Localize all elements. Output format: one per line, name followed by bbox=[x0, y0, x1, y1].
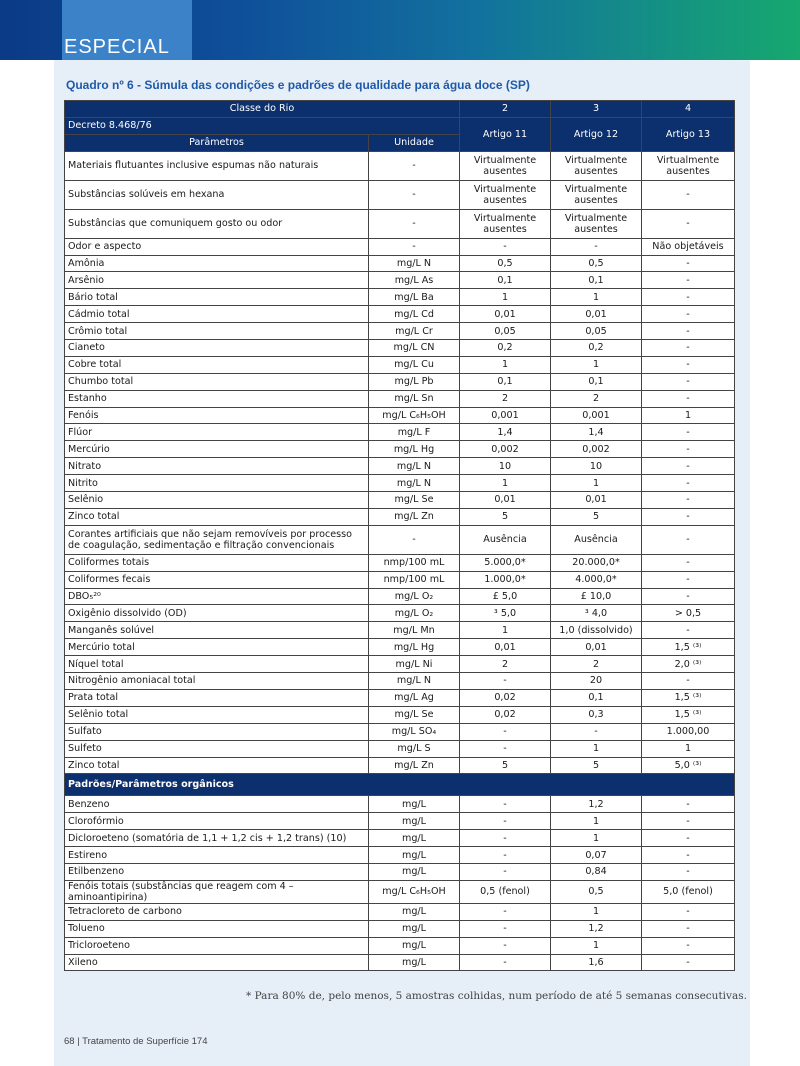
parameter-cell: Bário total bbox=[65, 289, 369, 306]
table-row bbox=[65, 903, 735, 920]
table-row bbox=[65, 458, 735, 475]
class-3-cell: 20.000,0* bbox=[551, 554, 642, 571]
unit-cell: mg/L Hg bbox=[369, 441, 460, 458]
class-2-cell: 10 bbox=[460, 458, 551, 475]
unit-cell: mg/L bbox=[369, 863, 460, 880]
unit-cell: - bbox=[369, 238, 460, 255]
parameter-cell: Nitrito bbox=[65, 475, 369, 492]
class-4-cell: - bbox=[642, 903, 735, 920]
class-3-cell: 1 bbox=[551, 813, 642, 830]
class-2-cell: - bbox=[460, 954, 551, 971]
parameter-cell: Oxigênio dissolvido (OD) bbox=[65, 605, 369, 622]
parameter-cell: Manganês solúvel bbox=[65, 622, 369, 639]
class-3-cell: 2 bbox=[551, 656, 642, 673]
unit-cell: nmp/100 mL bbox=[369, 571, 460, 588]
header-row-classe bbox=[65, 101, 735, 118]
class-4-cell: - bbox=[642, 475, 735, 492]
class-3-cell: 1,0 (dissolvido) bbox=[551, 622, 642, 639]
unit-cell: mg/L bbox=[369, 813, 460, 830]
unit-cell: mg/L Se bbox=[369, 492, 460, 509]
class-2-cell: 0,05 bbox=[460, 323, 551, 340]
class-4-cell: 1.000,00 bbox=[642, 723, 735, 740]
table-row bbox=[65, 475, 735, 492]
class-3-cell: 1 bbox=[551, 475, 642, 492]
parameter-cell: Crômio total bbox=[65, 323, 369, 340]
unit-cell: mg/L Ag bbox=[369, 689, 460, 706]
unit-cell: mg/L Ni bbox=[369, 656, 460, 673]
table-row bbox=[65, 830, 735, 847]
parameter-cell: Clorofórmio bbox=[65, 813, 369, 830]
table-row bbox=[65, 289, 735, 306]
parameter-cell: Tricloroeteno bbox=[65, 937, 369, 954]
unit-cell: mg/L bbox=[369, 954, 460, 971]
parameter-cell: Nitrogênio amoniacal total bbox=[65, 673, 369, 690]
class-3-cell: 10 bbox=[551, 458, 642, 475]
class-4-cell: - bbox=[642, 373, 735, 390]
unit-cell: mg/L Cr bbox=[369, 323, 460, 340]
class-2-cell: 0,01 bbox=[460, 492, 551, 509]
class-2-cell: 1 bbox=[460, 289, 551, 306]
class-3-cell: 0,5 bbox=[551, 255, 642, 272]
class-3-cell: Ausência bbox=[551, 525, 642, 554]
class-4-cell: - bbox=[642, 272, 735, 289]
parameter-cell: Odor e aspecto bbox=[65, 238, 369, 255]
unit-cell: - bbox=[369, 209, 460, 238]
class-4-cell: - bbox=[642, 920, 735, 937]
table-row bbox=[65, 723, 735, 740]
class-3-cell: 1 bbox=[551, 740, 642, 757]
parameter-cell: Selênio total bbox=[65, 706, 369, 723]
class-2-cell: - bbox=[460, 830, 551, 847]
parameter-cell: Coliformes totais bbox=[65, 554, 369, 571]
class-4-cell: - bbox=[642, 796, 735, 813]
class-3-cell: 1,2 bbox=[551, 796, 642, 813]
class-3-cell: Virtualmente ausentes bbox=[551, 151, 642, 180]
class-2-cell: 0,2 bbox=[460, 340, 551, 357]
left-margin bbox=[0, 60, 54, 1066]
parametros-header: Parâmetros bbox=[65, 134, 369, 151]
table-row bbox=[65, 424, 735, 441]
organic-section-label: Padrões/Parâmetros orgânicos bbox=[65, 774, 735, 796]
unit-cell: mg/L Zn bbox=[369, 757, 460, 774]
class-2-cell: 2 bbox=[460, 656, 551, 673]
parameter-cell: Substâncias que comuniquem gosto ou odor bbox=[65, 209, 369, 238]
table-row bbox=[65, 796, 735, 813]
class-4-cell: - bbox=[642, 673, 735, 690]
class-2-cell: ³ 5,0 bbox=[460, 605, 551, 622]
class-3-cell: Virtualmente ausentes bbox=[551, 180, 642, 209]
class-2-cell: Ausência bbox=[460, 525, 551, 554]
unit-cell: mg/L Zn bbox=[369, 508, 460, 525]
class-2-cell: 0,1 bbox=[460, 373, 551, 390]
parameter-cell: Coliformes fecais bbox=[65, 571, 369, 588]
table-row bbox=[65, 441, 735, 458]
class-4-cell: - bbox=[642, 441, 735, 458]
table-row bbox=[65, 656, 735, 673]
class-4-cell: - bbox=[642, 937, 735, 954]
unit-cell: mg/L bbox=[369, 920, 460, 937]
class-2-cell: 1 bbox=[460, 475, 551, 492]
parameter-cell: Substâncias solúveis em hexana bbox=[65, 180, 369, 209]
table-row bbox=[65, 272, 735, 289]
class-3-cell: 1,2 bbox=[551, 920, 642, 937]
unit-cell: - bbox=[369, 180, 460, 209]
parameter-cell: Materiais flutuantes inclusive espumas não naturais bbox=[65, 151, 369, 180]
unidade-header: Unidade bbox=[369, 134, 460, 151]
parameter-cell: Nitrato bbox=[65, 458, 369, 475]
class-3-cell: 0,84 bbox=[551, 863, 642, 880]
unit-cell: mg/L Se bbox=[369, 706, 460, 723]
table-row bbox=[65, 151, 735, 180]
table-row bbox=[65, 306, 735, 323]
class-3-cell: 0,002 bbox=[551, 441, 642, 458]
unit-cell: mg/L F bbox=[369, 424, 460, 441]
class-4-cell: - bbox=[642, 424, 735, 441]
class-2-cell: - bbox=[460, 740, 551, 757]
class-3-cell: 0,07 bbox=[551, 847, 642, 864]
main-table-body bbox=[65, 151, 735, 774]
class-2-cell: 1 bbox=[460, 622, 551, 639]
parameter-cell: Selênio bbox=[65, 492, 369, 509]
parameter-cell: Benzeno bbox=[65, 796, 369, 813]
class-3-cell: 20 bbox=[551, 673, 642, 690]
class-4-header: 4 bbox=[642, 101, 735, 118]
parameter-cell: Cobre total bbox=[65, 356, 369, 373]
class-2-cell: 1 bbox=[460, 356, 551, 373]
parameter-cell: Fenóis totais (substâncias que reagem com 4 – aminoantipirina) bbox=[65, 880, 369, 903]
class-4-cell: - bbox=[642, 390, 735, 407]
class-3-cell: 4.000,0* bbox=[551, 571, 642, 588]
class-3-cell: 1 bbox=[551, 830, 642, 847]
unit-cell: mg/L Sn bbox=[369, 390, 460, 407]
class-3-cell: 0,001 bbox=[551, 407, 642, 424]
class-4-cell: 1,5 ⁽³⁾ bbox=[642, 639, 735, 656]
class-2-cell: 0,02 bbox=[460, 689, 551, 706]
unit-cell: mg/L SO₄ bbox=[369, 723, 460, 740]
table-row bbox=[65, 571, 735, 588]
table-row bbox=[65, 757, 735, 774]
unit-cell: mg/L Cd bbox=[369, 306, 460, 323]
class-2-cell: - bbox=[460, 847, 551, 864]
class-3-cell: - bbox=[551, 723, 642, 740]
unit-cell: mg/L C₆H₅OH bbox=[369, 880, 460, 903]
class-4-cell: - bbox=[642, 847, 735, 864]
class-3-cell: 0,2 bbox=[551, 340, 642, 357]
class-2-header: 2 bbox=[460, 101, 551, 118]
class-3-cell: ³ 4,0 bbox=[551, 605, 642, 622]
class-3-cell: 1 bbox=[551, 289, 642, 306]
class-4-cell: - bbox=[642, 289, 735, 306]
unit-cell: mg/L Cu bbox=[369, 356, 460, 373]
unit-cell: mg/L bbox=[369, 937, 460, 954]
table-row bbox=[65, 673, 735, 690]
class-4-cell: - bbox=[642, 458, 735, 475]
organic-table-body bbox=[65, 796, 735, 971]
parameter-cell: Fenóis bbox=[65, 407, 369, 424]
class-4-cell: - bbox=[642, 554, 735, 571]
unit-cell: mg/L N bbox=[369, 673, 460, 690]
class-4-cell: - bbox=[642, 525, 735, 554]
table-row bbox=[65, 255, 735, 272]
right-margin bbox=[750, 60, 800, 1066]
class-4-cell: - bbox=[642, 255, 735, 272]
class-2-cell: 5.000,0* bbox=[460, 554, 551, 571]
unit-cell: mg/L Ba bbox=[369, 289, 460, 306]
table-row bbox=[65, 554, 735, 571]
parameter-cell: Dicloroeteno (somatória de 1,1 + 1,2 cis + 1,2 trans) (10) bbox=[65, 830, 369, 847]
class-3-cell: £ 10,0 bbox=[551, 588, 642, 605]
unit-cell: mg/L N bbox=[369, 475, 460, 492]
class-3-header: 3 bbox=[551, 101, 642, 118]
parameter-cell: Arsênio bbox=[65, 272, 369, 289]
classe-header: Classe do Rio bbox=[65, 101, 460, 118]
class-2-cell: 0,001 bbox=[460, 407, 551, 424]
class-4-cell: - bbox=[642, 306, 735, 323]
class-3-cell: 0,1 bbox=[551, 373, 642, 390]
class-3-cell: 5 bbox=[551, 508, 642, 525]
table-row bbox=[65, 508, 735, 525]
class-4-cell: - bbox=[642, 340, 735, 357]
section-row-organic bbox=[65, 774, 735, 796]
parameter-cell: Zinco total bbox=[65, 757, 369, 774]
class-2-cell: - bbox=[460, 813, 551, 830]
class-3-cell: 0,01 bbox=[551, 492, 642, 509]
class-2-cell: 5 bbox=[460, 757, 551, 774]
class-4-cell: Virtualmente ausentes bbox=[642, 151, 735, 180]
class-4-cell: 1,5 ⁽³⁾ bbox=[642, 706, 735, 723]
class-4-cell: 1 bbox=[642, 407, 735, 424]
class-2-cell: Virtualmente ausentes bbox=[460, 180, 551, 209]
class-2-cell: 0,1 bbox=[460, 272, 551, 289]
table-row bbox=[65, 706, 735, 723]
parameter-cell: Prata total bbox=[65, 689, 369, 706]
table-row bbox=[65, 238, 735, 255]
class-4-cell: - bbox=[642, 180, 735, 209]
parameter-cell: Chumbo total bbox=[65, 373, 369, 390]
parameter-cell: Estireno bbox=[65, 847, 369, 864]
table-row bbox=[65, 492, 735, 509]
class-3-cell: 1,6 bbox=[551, 954, 642, 971]
section-label: ESPECIAL bbox=[64, 36, 170, 58]
table-title: Quadro nº 6 - Súmula das condições e padrões de qualidade para água doce (SP) bbox=[66, 78, 530, 92]
class-2-cell: - bbox=[460, 238, 551, 255]
class-2-cell: 0,5 bbox=[460, 255, 551, 272]
unit-cell: - bbox=[369, 151, 460, 180]
class-3-cell: 0,3 bbox=[551, 706, 642, 723]
parameter-cell: Mercúrio bbox=[65, 441, 369, 458]
class-3-cell: 0,1 bbox=[551, 689, 642, 706]
parameter-cell: Níquel total bbox=[65, 656, 369, 673]
class-2-cell: 0,5 (fenol) bbox=[460, 880, 551, 903]
unit-cell: - bbox=[369, 525, 460, 554]
class-4-cell: Não objetáveis bbox=[642, 238, 735, 255]
parameter-cell: Sulfeto bbox=[65, 740, 369, 757]
table-row bbox=[65, 813, 735, 830]
artigo-11-header: Artigo 11 bbox=[460, 117, 551, 151]
class-2-cell: - bbox=[460, 920, 551, 937]
class-4-cell: - bbox=[642, 492, 735, 509]
class-3-cell: 0,01 bbox=[551, 639, 642, 656]
unit-cell: mg/L bbox=[369, 847, 460, 864]
unit-cell: mg/L N bbox=[369, 458, 460, 475]
class-4-cell: - bbox=[642, 323, 735, 340]
class-4-cell: 1 bbox=[642, 740, 735, 757]
parameter-cell: Zinco total bbox=[65, 508, 369, 525]
class-3-cell: 5 bbox=[551, 757, 642, 774]
class-3-cell: 1 bbox=[551, 937, 642, 954]
unit-cell: mg/L Hg bbox=[369, 639, 460, 656]
class-2-cell: 0,002 bbox=[460, 441, 551, 458]
class-3-cell: 0,05 bbox=[551, 323, 642, 340]
class-2-cell: - bbox=[460, 796, 551, 813]
class-4-cell: 2,0 ⁽³⁾ bbox=[642, 656, 735, 673]
class-2-cell: 0,01 bbox=[460, 639, 551, 656]
table-row bbox=[65, 209, 735, 238]
class-4-cell: - bbox=[642, 209, 735, 238]
table-row bbox=[65, 639, 735, 656]
unit-cell: mg/L bbox=[369, 903, 460, 920]
table-row bbox=[65, 180, 735, 209]
page-footer: 68 | Tratamento de Superfície 174 bbox=[64, 1036, 208, 1047]
parameter-cell: Xileno bbox=[65, 954, 369, 971]
artigo-13-header: Artigo 13 bbox=[642, 117, 735, 151]
table-row bbox=[65, 356, 735, 373]
unit-cell: mg/L O₂ bbox=[369, 605, 460, 622]
class-2-cell: Virtualmente ausentes bbox=[460, 209, 551, 238]
class-2-cell: - bbox=[460, 723, 551, 740]
parameter-cell: Etilbenzeno bbox=[65, 863, 369, 880]
table-row bbox=[65, 588, 735, 605]
class-3-cell: 1,4 bbox=[551, 424, 642, 441]
unit-cell: mg/L As bbox=[369, 272, 460, 289]
class-2-cell: £ 5,0 bbox=[460, 588, 551, 605]
table-row bbox=[65, 937, 735, 954]
class-4-cell: - bbox=[642, 863, 735, 880]
table-row bbox=[65, 373, 735, 390]
class-4-cell: > 0,5 bbox=[642, 605, 735, 622]
parameter-cell: Sulfato bbox=[65, 723, 369, 740]
unit-cell: mg/L CN bbox=[369, 340, 460, 357]
unit-cell: nmp/100 mL bbox=[369, 554, 460, 571]
class-3-cell: 0,5 bbox=[551, 880, 642, 903]
unit-cell: mg/L bbox=[369, 830, 460, 847]
class-3-cell: 2 bbox=[551, 390, 642, 407]
quality-standards-table bbox=[64, 100, 735, 971]
class-2-cell: - bbox=[460, 903, 551, 920]
class-2-cell: - bbox=[460, 937, 551, 954]
parameter-cell: Cianeto bbox=[65, 340, 369, 357]
table-row bbox=[65, 689, 735, 706]
table-row bbox=[65, 954, 735, 971]
table-row bbox=[65, 622, 735, 639]
table-row bbox=[65, 323, 735, 340]
class-4-cell: - bbox=[642, 622, 735, 639]
unit-cell: mg/L N bbox=[369, 255, 460, 272]
table-row bbox=[65, 525, 735, 554]
class-4-cell: 5,0 (fenol) bbox=[642, 880, 735, 903]
footnote: * Para 80% de, pelo menos, 5 amostras colhidas, num período de até 5 semanas consecutivas. bbox=[246, 990, 747, 1002]
class-3-cell: - bbox=[551, 238, 642, 255]
class-4-cell: 5,0 ⁽³⁾ bbox=[642, 757, 735, 774]
class-2-cell: 1.000,0* bbox=[460, 571, 551, 588]
table-row bbox=[65, 920, 735, 937]
unit-cell: mg/L bbox=[369, 796, 460, 813]
parameter-cell: Tolueno bbox=[65, 920, 369, 937]
class-3-cell: 1 bbox=[551, 903, 642, 920]
class-3-cell: 0,01 bbox=[551, 306, 642, 323]
class-4-cell: 1,5 ⁽³⁾ bbox=[642, 689, 735, 706]
class-4-cell: - bbox=[642, 588, 735, 605]
header-row-decreto bbox=[65, 117, 735, 134]
class-2-cell: - bbox=[460, 673, 551, 690]
class-4-cell: - bbox=[642, 571, 735, 588]
class-2-cell: 2 bbox=[460, 390, 551, 407]
parameter-cell: Corantes artificiais que não sejam removíveis por processo de coagulação, sedimentação e filtração convencionais bbox=[65, 525, 369, 554]
table-row bbox=[65, 847, 735, 864]
decreto-header: Decreto 8.468/76 bbox=[65, 117, 460, 134]
class-2-cell: - bbox=[460, 863, 551, 880]
class-4-cell: - bbox=[642, 508, 735, 525]
parameter-cell: Mercúrio total bbox=[65, 639, 369, 656]
class-4-cell: - bbox=[642, 356, 735, 373]
unit-cell: mg/L Pb bbox=[369, 373, 460, 390]
class-2-cell: 0,02 bbox=[460, 706, 551, 723]
table-row bbox=[65, 407, 735, 424]
class-4-cell: - bbox=[642, 813, 735, 830]
class-2-cell: 0,01 bbox=[460, 306, 551, 323]
class-3-cell: 0,1 bbox=[551, 272, 642, 289]
parameter-cell: Amônia bbox=[65, 255, 369, 272]
table-row bbox=[65, 340, 735, 357]
table-row bbox=[65, 390, 735, 407]
class-3-cell: Virtualmente ausentes bbox=[551, 209, 642, 238]
parameter-cell: Estanho bbox=[65, 390, 369, 407]
table-row bbox=[65, 863, 735, 880]
class-4-cell: - bbox=[642, 830, 735, 847]
unit-cell: mg/L Mn bbox=[369, 622, 460, 639]
class-2-cell: Virtualmente ausentes bbox=[460, 151, 551, 180]
unit-cell: mg/L S bbox=[369, 740, 460, 757]
table-row bbox=[65, 880, 735, 903]
parameter-cell: Tetracloreto de carbono bbox=[65, 903, 369, 920]
class-4-cell: - bbox=[642, 954, 735, 971]
table-row bbox=[65, 740, 735, 757]
organic-section bbox=[65, 774, 735, 796]
parameter-cell: DBO₅²⁰ bbox=[65, 588, 369, 605]
parameter-cell: Flúor bbox=[65, 424, 369, 441]
class-3-cell: 1 bbox=[551, 356, 642, 373]
artigo-12-header: Artigo 12 bbox=[551, 117, 642, 151]
class-2-cell: 1,4 bbox=[460, 424, 551, 441]
parameter-cell: Cádmio total bbox=[65, 306, 369, 323]
class-2-cell: 5 bbox=[460, 508, 551, 525]
unit-cell: mg/L C₆H₅OH bbox=[369, 407, 460, 424]
unit-cell: mg/L O₂ bbox=[369, 588, 460, 605]
table-row bbox=[65, 605, 735, 622]
